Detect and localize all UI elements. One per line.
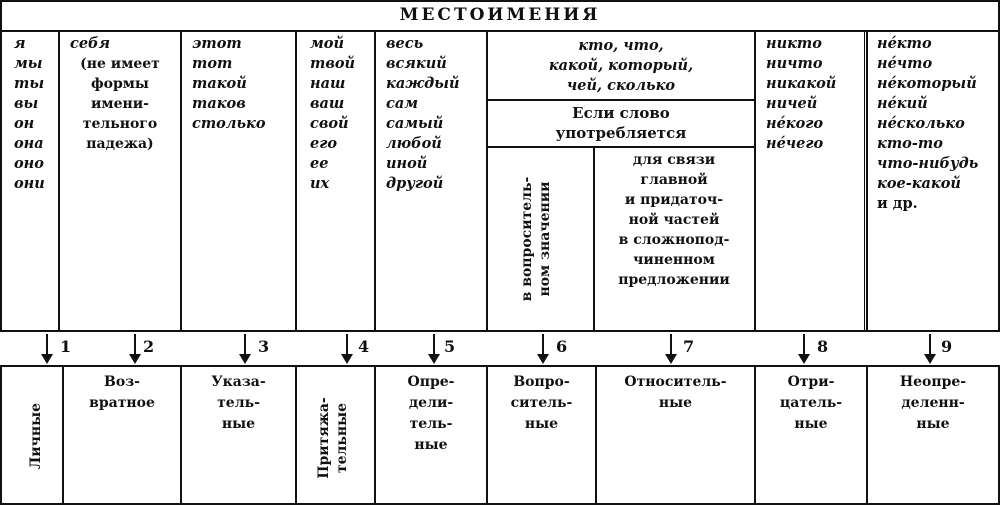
category-line: ные (916, 416, 950, 432)
indefinite-pronouns-list (877, 34, 978, 214)
category-line: Отри- (787, 374, 835, 390)
usage-line: главной (640, 172, 708, 188)
arrow-down-icon (797, 334, 811, 364)
pronoun-word: мы (14, 55, 43, 72)
category-relative (597, 372, 754, 414)
arrow-down-icon (340, 334, 354, 364)
column-divider (754, 31, 756, 332)
interrogative-relative-pronouns-list (488, 36, 754, 96)
usage-line: ной частей (628, 212, 720, 228)
category-reflexive (64, 372, 180, 414)
note-line: имени- (91, 96, 149, 112)
pronoun-word: самый (386, 115, 444, 132)
pronoun-word: каждый (386, 75, 460, 92)
pronoun-word: чей, сколько (566, 77, 676, 94)
column-divider (295, 31, 297, 332)
personal-pronouns-list (14, 34, 45, 194)
pronoun-word: никто (766, 35, 822, 52)
arrow-down-icon (238, 334, 252, 364)
category-line: ситель- (510, 395, 573, 411)
usage-heading-line: Если слово (572, 104, 670, 122)
pronoun-word: такой (192, 75, 247, 92)
category-line: ные (221, 416, 256, 432)
category-number: 5 (444, 337, 456, 356)
category-number: 8 (817, 337, 829, 356)
category-determinative (376, 372, 486, 456)
note-line: (не имеет (80, 56, 160, 72)
pronoun-word: ты (14, 75, 45, 92)
pronoun-word: ее (310, 155, 329, 172)
category-negative (756, 372, 866, 435)
pronoun-word: его (310, 135, 338, 152)
category-number: 3 (258, 337, 270, 356)
category-line: Неопре- (899, 374, 967, 390)
category-number: 9 (941, 337, 953, 356)
note-line: формы (91, 76, 149, 92)
note-line: тельного (82, 116, 158, 132)
usage-heading-top-rule (487, 99, 755, 101)
pronoun-word: какой, который, (548, 57, 694, 74)
category-line: ные (658, 395, 693, 411)
note-line: падежа) (86, 136, 154, 152)
usage-heading-line: употребляется (555, 124, 687, 142)
category-line: дели- (408, 395, 454, 411)
category-divider (295, 366, 297, 504)
usage-line: ном значении (537, 181, 553, 297)
pronoun-word: он (14, 115, 35, 132)
pronoun-word: этот (192, 35, 242, 52)
pronoun-word: любой (386, 135, 442, 152)
arrow-down-icon (427, 334, 441, 364)
category-number: 7 (683, 337, 695, 356)
pronoun-word: кто-то (877, 135, 943, 152)
category-line: Вопро- (513, 374, 570, 390)
pronoun-word: кто, что, (578, 37, 664, 54)
pronoun-word: сам (386, 95, 419, 112)
category-number: 2 (143, 337, 155, 356)
category-line: тель- (217, 395, 260, 411)
category-number: 6 (556, 337, 568, 356)
column-divider (180, 31, 182, 332)
usage-split-divider (593, 147, 595, 332)
pronoun-word: ничто (766, 55, 823, 72)
pronoun-word: мой (310, 35, 344, 52)
category-line: тельные (334, 402, 350, 474)
arrow-down-icon (664, 334, 678, 364)
pronoun-word: нéкто (877, 35, 932, 52)
pronoun-word: кое-какой (877, 175, 961, 192)
category-line: ные (794, 416, 828, 432)
pronoun-word: свой (310, 115, 349, 132)
demonstrative-pronouns-list (192, 34, 266, 134)
column-divider (866, 31, 868, 332)
determinative-pronouns-list (386, 34, 460, 194)
usage-relative (596, 150, 752, 290)
reflexive-pronoun-cell (70, 34, 110, 54)
pronoun-word: и др. (877, 195, 918, 212)
pronoun-word: нéкоторый (877, 75, 977, 92)
pronoun-word: нéчто (877, 55, 933, 72)
pronoun-word: что-нибудь (877, 155, 979, 172)
pronoun-word: я (14, 35, 26, 52)
usage-heading (488, 103, 754, 143)
pronoun-word: таков (192, 95, 246, 112)
pronoun-word: другой (386, 175, 444, 192)
column-divider (864, 31, 865, 332)
category-line: ные (524, 416, 559, 432)
pronoun-word: их (310, 175, 330, 192)
arrow-down-icon (923, 334, 937, 364)
pronoun-word: оно (14, 155, 44, 172)
pronoun-word: она (14, 135, 44, 152)
usage-line: для связи (632, 152, 716, 168)
arrow-down-icon (128, 334, 142, 364)
arrow-down-icon (40, 334, 54, 364)
pronoun-word: ваш (310, 95, 345, 112)
pronoun-word: иной (386, 155, 428, 172)
category-line: цатель- (779, 395, 843, 411)
category-number: 1 (60, 337, 72, 356)
category-line: деленн- (901, 395, 965, 411)
pronoun-word: твой (310, 55, 356, 72)
pronoun-word: они (14, 175, 45, 192)
pronoun-word: нéкого (766, 115, 824, 132)
table-title: МЕСТОИМЕНИЯ (399, 5, 601, 25)
category-interrogative (488, 372, 595, 435)
usage-heading-bottom-rule (487, 146, 755, 148)
category-line: Опре- (407, 374, 455, 390)
usage-line: предложении (618, 272, 730, 288)
category-line: ные (414, 437, 448, 453)
category-number: 4 (358, 337, 370, 356)
category-demonstrative (182, 372, 295, 435)
pronoun-word: весь (386, 35, 424, 52)
column-divider (58, 31, 60, 332)
category-possessive (315, 386, 355, 490)
category-line: Воз- (104, 374, 140, 390)
usage-interrogative (518, 164, 558, 314)
usage-line: и придаточ- (624, 192, 724, 208)
arrow-down-icon (536, 334, 550, 364)
category-line: тель- (409, 416, 453, 432)
category-line: вратное (89, 395, 155, 411)
pronoun-word: столько (192, 115, 266, 132)
category-line: Притяжа- (316, 397, 332, 479)
possessive-pronouns-list (310, 34, 355, 194)
category-personal: Личные (28, 402, 44, 470)
pronoun-word: тот (192, 55, 233, 72)
pronoun-word: всякий (386, 55, 447, 72)
pronoun-word: нéсколько (877, 115, 965, 132)
pronoun-word: вы (14, 95, 39, 112)
reflexive-note (62, 54, 178, 154)
category-indefinite (868, 372, 998, 435)
pronoun-word: нéчего (766, 135, 824, 152)
category-line: Относитель- (624, 374, 727, 390)
title-divider (0, 30, 1000, 32)
usage-line: в вопроситель- (519, 176, 535, 302)
pronoun-word: ничей (766, 95, 818, 112)
pronoun-word: себя (70, 35, 111, 52)
pronoun-word: никакой (766, 75, 837, 92)
category-line: Указа- (211, 374, 266, 390)
pronoun-word: наш (310, 75, 346, 92)
usage-line: в сложнопод- (618, 232, 730, 248)
negative-pronouns-list (766, 34, 836, 154)
column-divider (374, 31, 376, 332)
usage-line: чиненном (633, 252, 715, 268)
pronoun-word: нéкий (877, 95, 928, 112)
